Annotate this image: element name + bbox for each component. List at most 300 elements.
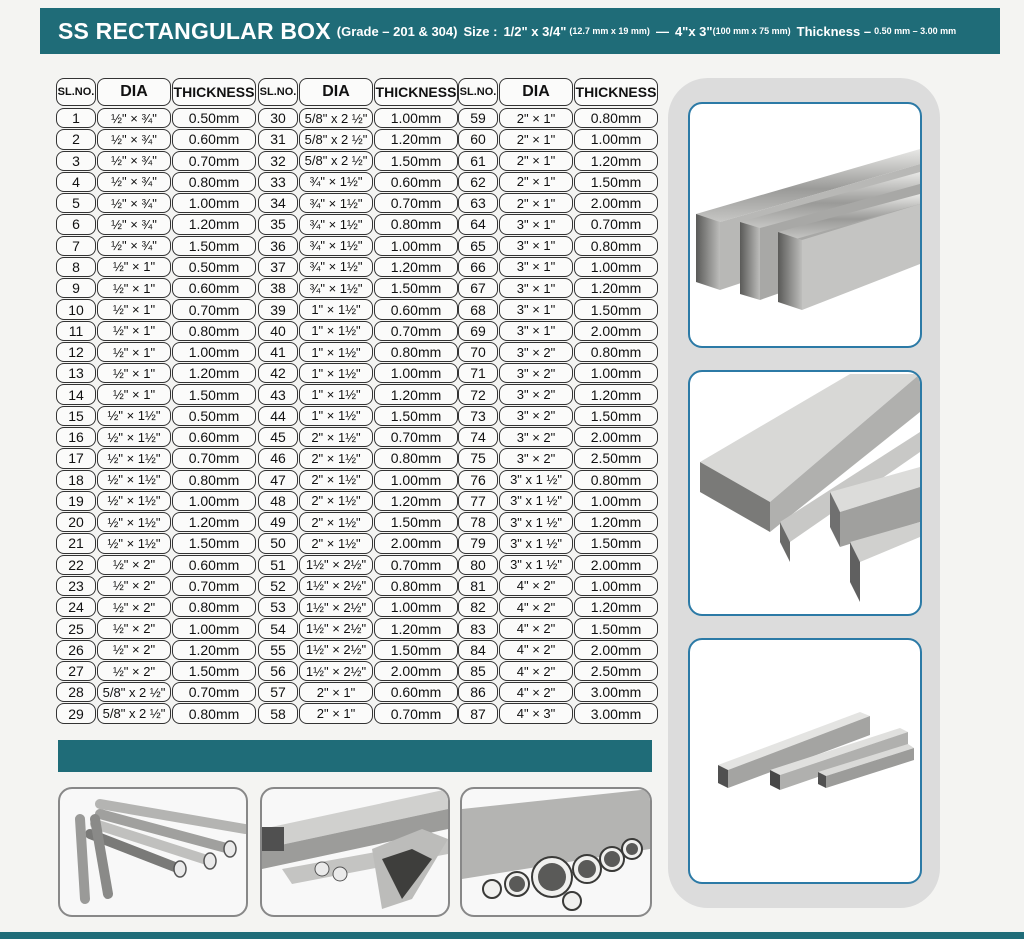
cell-dia: 4" × 3"	[499, 703, 573, 723]
cell-slno: 21	[56, 533, 96, 553]
cell-thickness: 1.50mm	[172, 384, 256, 404]
table-row	[458, 321, 659, 342]
cell-thickness: 0.70mm	[374, 427, 458, 447]
cell-dia: ½" × 1"	[97, 278, 171, 298]
cell-dia: ½" × 1"	[97, 363, 171, 383]
table-row	[458, 363, 659, 384]
table-row	[458, 703, 659, 724]
cell-dia: ½" × ¾"	[97, 172, 171, 192]
table-row	[56, 470, 257, 491]
cell-dia: 2" × 1½"	[299, 512, 373, 532]
cell-dia: 3" × 2"	[499, 384, 573, 404]
cell-slno: 64	[458, 214, 498, 234]
table-row	[258, 151, 459, 172]
cell-thickness: 1.20mm	[172, 363, 256, 383]
cell-thickness: 0.50mm	[172, 108, 256, 128]
table-row	[258, 533, 459, 554]
table-row	[458, 555, 659, 576]
table-row	[458, 576, 659, 597]
cell-dia: 2" × 1"	[299, 703, 373, 723]
cell-thickness: 0.70mm	[172, 576, 256, 596]
cell-thickness: 0.60mm	[172, 129, 256, 149]
table-row	[56, 108, 257, 129]
cell-thickness: 0.70mm	[172, 151, 256, 171]
cell-thickness: 0.60mm	[172, 278, 256, 298]
thickness-range: 0.50 mm – 3.00 mm	[874, 26, 957, 36]
cell-dia: 1½" × 2½"	[299, 597, 373, 617]
table-row	[56, 151, 257, 172]
table-row	[56, 576, 257, 597]
cell-thickness: 1.20mm	[172, 640, 256, 660]
cell-thickness: 1.00mm	[574, 257, 658, 277]
cell-dia: 2" × 1½"	[299, 448, 373, 468]
cell-thickness: 0.70mm	[374, 193, 458, 213]
cell-thickness: 1.50mm	[574, 299, 658, 319]
cell-dia: 3" × 1"	[499, 299, 573, 319]
cell-thickness: 0.80mm	[172, 321, 256, 341]
cell-slno: 39	[258, 299, 298, 319]
cell-slno: 87	[458, 703, 498, 723]
table-row	[56, 491, 257, 512]
cell-dia: ½" × 1"	[97, 257, 171, 277]
cell-dia: 5/8" x 2 ½"	[299, 151, 373, 171]
cell-slno: 29	[56, 703, 96, 723]
size-to: 4"x 3"	[674, 23, 713, 39]
product-photo-small-tubes	[688, 638, 922, 884]
cell-dia: 3" × 1"	[499, 236, 573, 256]
cell-dia: 2" × 1"	[499, 108, 573, 128]
cell-dia: 1" × 1½"	[299, 342, 373, 362]
cell-dia: 4" × 2"	[499, 640, 573, 660]
cell-dia: 1" × 1½"	[299, 384, 373, 404]
cell-dia: 3" × 1"	[499, 257, 573, 277]
footer-bar	[0, 932, 1024, 939]
header-dia: DIA	[299, 78, 373, 106]
table-row	[258, 321, 459, 342]
table-row	[56, 427, 257, 448]
table-row	[258, 703, 459, 724]
cell-thickness: 0.80mm	[172, 597, 256, 617]
cell-thickness: 0.80mm	[574, 236, 658, 256]
table-row	[258, 470, 459, 491]
cell-thickness: 1.00mm	[574, 129, 658, 149]
cell-thickness: 1.20mm	[374, 384, 458, 404]
cell-dia: 3" × 2"	[499, 448, 573, 468]
cell-dia: 4" × 2"	[499, 597, 573, 617]
cell-dia: 2" × 1½"	[299, 491, 373, 511]
cell-slno: 26	[56, 640, 96, 660]
cell-thickness: 0.70mm	[172, 299, 256, 319]
cell-thickness: 1.00mm	[374, 236, 458, 256]
cell-thickness: 2.50mm	[574, 448, 658, 468]
cell-dia: ½" × ¾"	[97, 214, 171, 234]
cell-thickness: 0.70mm	[374, 321, 458, 341]
cell-dia: 3" × 2"	[499, 342, 573, 362]
cell-dia: 5/8" x 2 ½"	[299, 108, 373, 128]
cell-thickness: 1.50mm	[574, 618, 658, 638]
cell-thickness: 1.20mm	[574, 278, 658, 298]
cell-dia: 3" x 1 ½"	[499, 555, 573, 575]
table-row	[258, 427, 459, 448]
table-row	[56, 597, 257, 618]
table-row	[458, 193, 659, 214]
cell-dia: 4" × 2"	[499, 661, 573, 681]
table-row	[258, 342, 459, 363]
cell-thickness: 1.50mm	[574, 406, 658, 426]
spec-table-2	[258, 78, 459, 725]
cell-slno: 65	[458, 236, 498, 256]
cell-slno: 5	[56, 193, 96, 213]
cell-thickness: 2.00mm	[574, 427, 658, 447]
cell-dia: ½" × 1½"	[97, 448, 171, 468]
table-row	[258, 172, 459, 193]
product-photo-round-pipes	[460, 787, 652, 917]
cell-dia: 5/8" x 2 ½"	[97, 682, 171, 702]
cell-slno: 78	[458, 512, 498, 532]
cell-thickness: 1.00mm	[374, 597, 458, 617]
table-row	[56, 214, 257, 235]
table-row	[56, 555, 257, 576]
cell-slno: 54	[258, 618, 298, 638]
header-dia: DIA	[499, 78, 573, 106]
cell-dia: 1½" × 2½"	[299, 640, 373, 660]
table-row	[458, 640, 659, 661]
size-dash: —	[655, 23, 669, 39]
table-row	[258, 640, 459, 661]
cell-dia: 1" × 1½"	[299, 299, 373, 319]
table-row	[258, 512, 459, 533]
table-row	[258, 108, 459, 129]
cell-slno: 42	[258, 363, 298, 383]
table-header	[258, 78, 459, 108]
cell-thickness: 1.50mm	[374, 406, 458, 426]
cell-dia: ½" × 2"	[97, 555, 171, 575]
table-row	[56, 618, 257, 639]
cell-thickness: 1.00mm	[374, 470, 458, 490]
cell-dia: ¾" × 1½"	[299, 257, 373, 277]
cell-slno: 66	[458, 257, 498, 277]
table-row	[458, 278, 659, 299]
cell-slno: 49	[258, 512, 298, 532]
cell-slno: 44	[258, 406, 298, 426]
table-row	[458, 470, 659, 491]
cell-dia: ½" × 1"	[97, 299, 171, 319]
table-row	[458, 299, 659, 320]
table-row	[56, 640, 257, 661]
table-row	[258, 618, 459, 639]
table-header	[458, 78, 659, 108]
header-thickness: THICKNESS	[374, 78, 458, 106]
cell-slno: 67	[458, 278, 498, 298]
cell-dia: ¾" × 1½"	[299, 214, 373, 234]
cell-slno: 51	[258, 555, 298, 575]
cell-slno: 35	[258, 214, 298, 234]
cell-slno: 69	[458, 321, 498, 341]
cell-thickness: 2.00mm	[574, 555, 658, 575]
cell-dia: ½" × 1"	[97, 342, 171, 362]
cell-dia: 1" × 1½"	[299, 363, 373, 383]
table-row	[56, 533, 257, 554]
cell-slno: 13	[56, 363, 96, 383]
table-row	[56, 172, 257, 193]
cell-dia: ½" × ¾"	[97, 151, 171, 171]
cell-dia: ½" × 1"	[97, 321, 171, 341]
divider-bar	[58, 740, 652, 772]
cell-thickness: 0.60mm	[374, 299, 458, 319]
cell-dia: ½" × ¾"	[97, 236, 171, 256]
cell-thickness: 0.60mm	[172, 555, 256, 575]
cell-thickness: 2.00mm	[574, 321, 658, 341]
cell-dia: ½" × ¾"	[97, 129, 171, 149]
table-row	[258, 257, 459, 278]
cell-thickness: 3.00mm	[574, 703, 658, 723]
cell-slno: 47	[258, 470, 298, 490]
cell-thickness: 2.00mm	[374, 533, 458, 553]
cell-slno: 36	[258, 236, 298, 256]
cell-dia: 2" × 1"	[299, 682, 373, 702]
cell-slno: 17	[56, 448, 96, 468]
cell-dia: 4" × 2"	[499, 618, 573, 638]
cell-dia: ½" × 2"	[97, 576, 171, 596]
cell-thickness: 1.50mm	[374, 151, 458, 171]
table-row	[56, 512, 257, 533]
cell-thickness: 3.00mm	[574, 682, 658, 702]
table-row	[56, 363, 257, 384]
cell-dia: ¾" × 1½"	[299, 278, 373, 298]
cell-slno: 59	[458, 108, 498, 128]
cell-dia: 5/8" x 2 ½"	[299, 129, 373, 149]
cell-slno: 72	[458, 384, 498, 404]
cell-thickness: 0.80mm	[574, 470, 658, 490]
table-row	[56, 193, 257, 214]
cell-dia: ½" × 1½"	[97, 491, 171, 511]
table-row	[458, 597, 659, 618]
cell-slno: 48	[258, 491, 298, 511]
cell-thickness: 1.00mm	[574, 363, 658, 383]
cell-thickness: 1.20mm	[374, 257, 458, 277]
cell-thickness: 0.80mm	[172, 703, 256, 723]
cell-slno: 74	[458, 427, 498, 447]
cell-slno: 45	[258, 427, 298, 447]
cell-thickness: 0.70mm	[574, 214, 658, 234]
cell-dia: 2" × 1"	[499, 129, 573, 149]
table-row	[56, 406, 257, 427]
table-row	[56, 236, 257, 257]
header-slno: SL.NO.	[56, 78, 96, 106]
table-row	[56, 448, 257, 469]
cell-slno: 18	[56, 470, 96, 490]
cell-slno: 37	[258, 257, 298, 277]
cell-slno: 43	[258, 384, 298, 404]
cell-dia: 4" × 2"	[499, 682, 573, 702]
table-row	[458, 533, 659, 554]
cell-slno: 61	[458, 151, 498, 171]
cell-thickness: 1.50mm	[374, 512, 458, 532]
table-row	[56, 257, 257, 278]
cell-thickness: 1.20mm	[574, 597, 658, 617]
header-dia: DIA	[97, 78, 171, 106]
cell-slno: 12	[56, 342, 96, 362]
cell-dia: 1½" × 2½"	[299, 555, 373, 575]
table-row	[258, 682, 459, 703]
table-row	[458, 448, 659, 469]
cell-dia: 2" × 1"	[499, 151, 573, 171]
cell-thickness: 0.50mm	[172, 257, 256, 277]
cell-dia: 3" x 1 ½"	[499, 512, 573, 532]
title-banner	[40, 8, 1000, 54]
cell-thickness: 1.20mm	[574, 384, 658, 404]
cell-dia: 5/8" x 2 ½"	[97, 703, 171, 723]
cell-slno: 84	[458, 640, 498, 660]
cell-dia: 3" × 1"	[499, 321, 573, 341]
cell-dia: 1½" × 2½"	[299, 618, 373, 638]
table-row	[56, 299, 257, 320]
header-thickness: THICKNESS	[574, 78, 658, 106]
cell-thickness: 2.00mm	[574, 640, 658, 660]
cell-thickness: 0.80mm	[374, 448, 458, 468]
cell-dia: 3" × 2"	[499, 427, 573, 447]
size-from-mm: (12.7 mm x 19 mm)	[569, 26, 650, 36]
cell-slno: 16	[56, 427, 96, 447]
cell-dia: 3" x 1 ½"	[499, 533, 573, 553]
cell-dia: ½" × 2"	[97, 618, 171, 638]
cell-dia: ½" × 1½"	[97, 470, 171, 490]
table-row	[458, 342, 659, 363]
cell-dia: 2" × 1"	[499, 193, 573, 213]
cell-thickness: 1.20mm	[172, 512, 256, 532]
cell-dia: 2" × 1½"	[299, 470, 373, 490]
cell-slno: 19	[56, 491, 96, 511]
cell-thickness: 1.00mm	[374, 363, 458, 383]
table-row	[458, 682, 659, 703]
cell-slno: 86	[458, 682, 498, 702]
spec-table-3	[458, 78, 659, 725]
cell-thickness: 0.80mm	[374, 576, 458, 596]
table-row	[458, 427, 659, 448]
cell-slno: 55	[258, 640, 298, 660]
cell-dia: ¾" × 1½"	[299, 193, 373, 213]
table-row	[258, 299, 459, 320]
cell-slno: 41	[258, 342, 298, 362]
table-row	[258, 214, 459, 235]
page-title: SS RECTANGULAR BOX	[58, 17, 331, 44]
size-to-mm: (100 mm x 75 mm)	[712, 26, 791, 36]
table-row	[258, 236, 459, 257]
cell-thickness: 0.80mm	[172, 470, 256, 490]
table-row	[258, 576, 459, 597]
table-row	[258, 661, 459, 682]
table-row	[458, 129, 659, 150]
table-row	[258, 406, 459, 427]
cell-dia: 1" × 1½"	[299, 406, 373, 426]
product-photo-twisted-tubes	[58, 787, 248, 917]
cell-thickness: 0.70mm	[374, 555, 458, 575]
cell-slno: 83	[458, 618, 498, 638]
table-row	[56, 661, 257, 682]
cell-thickness: 2.00mm	[574, 193, 658, 213]
table-row	[258, 597, 459, 618]
cell-dia: 2" × 1½"	[299, 533, 373, 553]
cell-slno: 9	[56, 278, 96, 298]
cell-thickness: 2.50mm	[574, 661, 658, 681]
cell-slno: 79	[458, 533, 498, 553]
cell-slno: 30	[258, 108, 298, 128]
table-row	[458, 384, 659, 405]
cell-slno: 20	[56, 512, 96, 532]
cell-slno: 15	[56, 406, 96, 426]
cell-dia: 1½" × 2½"	[299, 576, 373, 596]
cell-thickness: 1.00mm	[172, 491, 256, 511]
table-row	[458, 491, 659, 512]
table-header	[56, 78, 257, 108]
cell-slno: 33	[258, 172, 298, 192]
cell-dia: ½" × 2"	[97, 597, 171, 617]
cell-thickness: 1.20mm	[374, 129, 458, 149]
cell-dia: ¾" × 1½"	[299, 236, 373, 256]
cell-slno: 28	[56, 682, 96, 702]
header-slno: SL.NO.	[258, 78, 298, 106]
header-slno: SL.NO.	[458, 78, 498, 106]
cell-slno: 6	[56, 214, 96, 234]
table-row	[56, 129, 257, 150]
cell-slno: 75	[458, 448, 498, 468]
cell-thickness: 1.50mm	[574, 533, 658, 553]
cell-thickness: 1.20mm	[574, 151, 658, 171]
cell-thickness: 1.00mm	[172, 342, 256, 362]
cell-dia: ½" × 1½"	[97, 427, 171, 447]
size-from: 1/2" x 3/4"	[503, 23, 567, 39]
cell-slno: 53	[258, 597, 298, 617]
cell-slno: 22	[56, 555, 96, 575]
cell-thickness: 1.20mm	[374, 618, 458, 638]
table-row	[458, 108, 659, 129]
cell-dia: 2" × 1½"	[299, 427, 373, 447]
cell-slno: 70	[458, 342, 498, 362]
cell-thickness: 1.20mm	[374, 491, 458, 511]
cell-thickness: 0.60mm	[172, 427, 256, 447]
cell-slno: 82	[458, 597, 498, 617]
table-row	[56, 321, 257, 342]
cell-thickness: 0.50mm	[172, 406, 256, 426]
cell-thickness: 0.80mm	[374, 342, 458, 362]
cell-thickness: 0.80mm	[172, 172, 256, 192]
cell-slno: 40	[258, 321, 298, 341]
table-row	[458, 257, 659, 278]
cell-dia: 3" × 1"	[499, 278, 573, 298]
cell-thickness: 0.70mm	[172, 682, 256, 702]
cell-slno: 77	[458, 491, 498, 511]
cell-dia: ½" × ¾"	[97, 193, 171, 213]
cell-slno: 52	[258, 576, 298, 596]
grade-text: (Grade – 201 & 304)	[336, 23, 458, 39]
cell-thickness: 0.80mm	[374, 214, 458, 234]
table-row	[458, 214, 659, 235]
cell-slno: 57	[258, 682, 298, 702]
cell-thickness: 1.50mm	[574, 172, 658, 192]
cell-slno: 80	[458, 555, 498, 575]
table-row	[258, 448, 459, 469]
cell-slno: 63	[458, 193, 498, 213]
cell-thickness: 1.00mm	[172, 618, 256, 638]
cell-slno: 50	[258, 533, 298, 553]
cell-thickness: 1.50mm	[374, 278, 458, 298]
cell-slno: 73	[458, 406, 498, 426]
cell-slno: 46	[258, 448, 298, 468]
cell-dia: ½" × 1½"	[97, 512, 171, 532]
table-row	[458, 236, 659, 257]
table-row	[56, 342, 257, 363]
cell-dia: ½" × 1"	[97, 384, 171, 404]
